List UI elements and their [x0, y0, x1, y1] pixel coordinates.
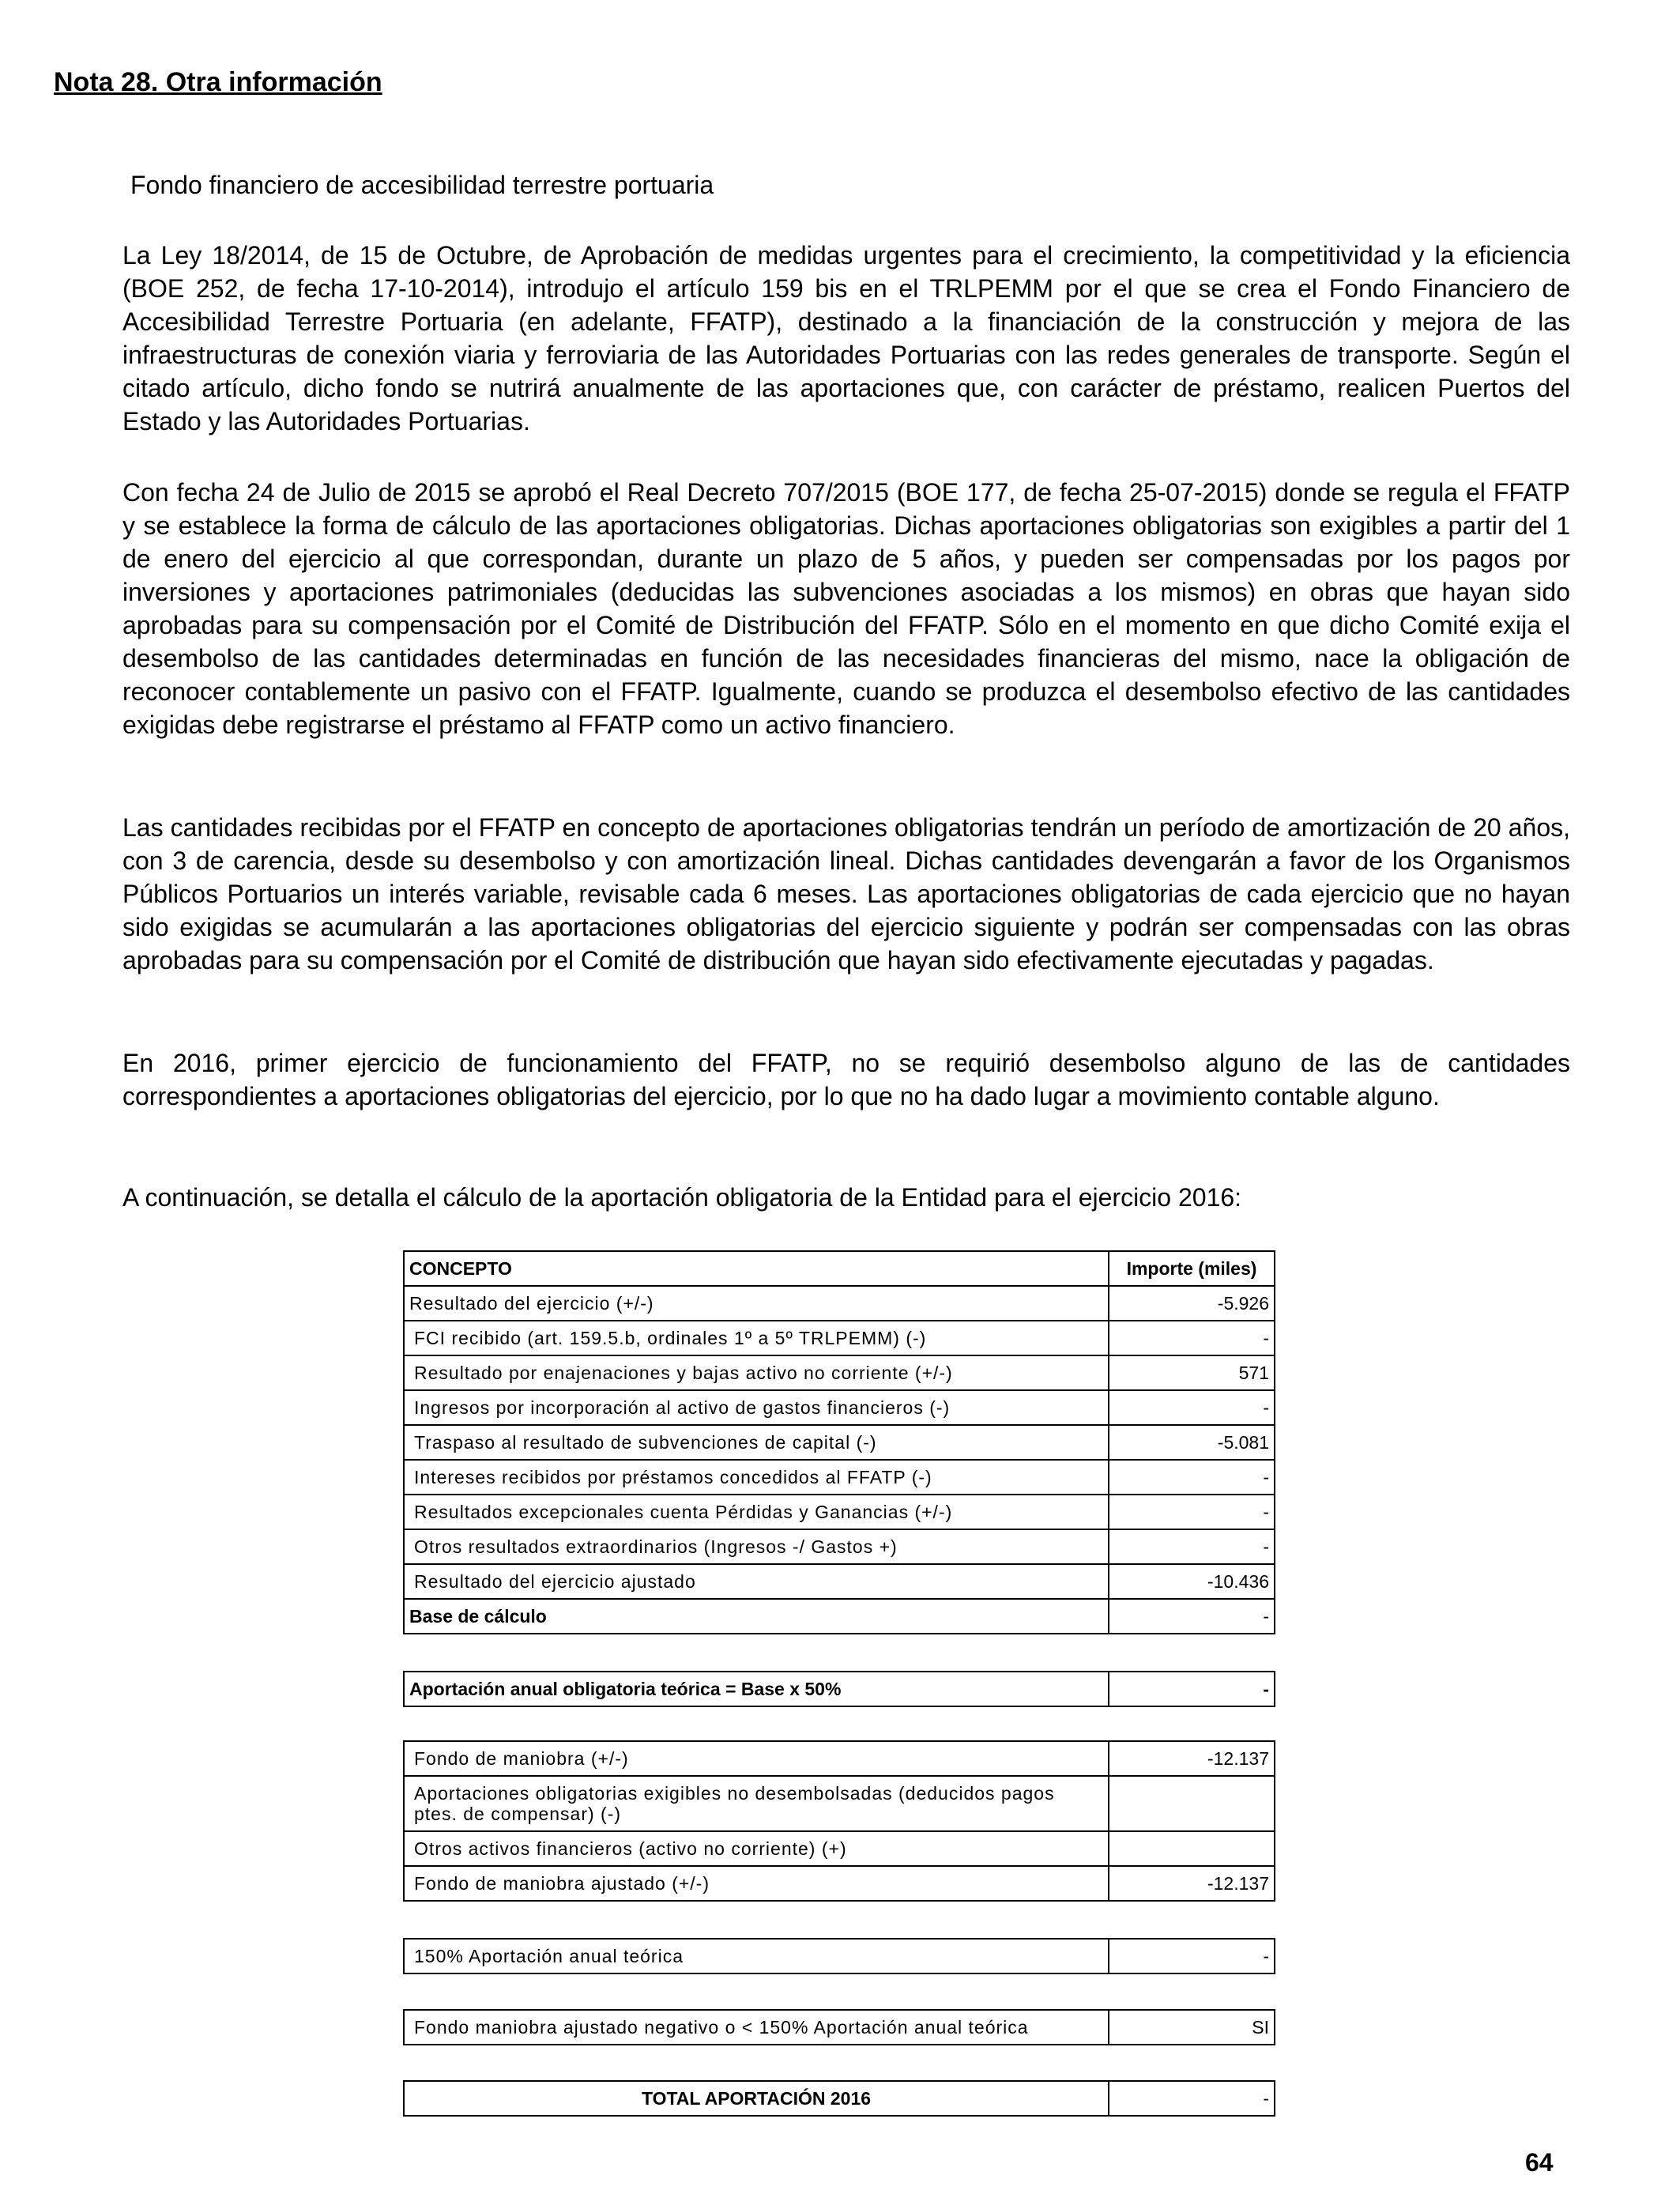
section-subtitle: Fondo financiero de accesibilidad terrestre portuaria: [130, 171, 714, 199]
row-concept: Ingresos por incorporación al activo de gastos financieros (-): [404, 1390, 1109, 1425]
total-amount: -: [1109, 2081, 1275, 2116]
table-row: [404, 1939, 1275, 1973]
row-concept: Otros resultados extraordinarios (Ingresos -/ Gastos +): [404, 1529, 1109, 1564]
row-concept: Fondo de maniobra ajustado (+/-): [404, 1866, 1109, 1901]
paragraph-amortizacion: Las cantidades recibidas por el FFATP en concepto de aportaciones obligatorias tendrán un período de amortización de 20 años, con 3 de carencia, desde su desembolso y con amortización lineal. Dichas cantidades devengarán a favor de los Organismos Públicos Portuarios un interés variable, revisable cada 6 meses. Las aportaciones obligatorias de cada ejercicio que no hayan sido exigidas se acumularán a las aportaciones obligatorias del ejercicio siguiente y podrán ser compensadas con las obras aprobadas para su compensación por el Comité de distribución que hayan sido efectivamente ejecutadas y pagadas.: [122, 813, 1570, 974]
row-amount: -10.436: [1109, 1564, 1275, 1599]
row-amount: -12.137: [1109, 1741, 1275, 1776]
row-amount: -12.137: [1109, 1866, 1275, 1901]
row-concept: Intereses recibidos por préstamos concedidos al FFATP (-): [404, 1460, 1109, 1495]
row-amount: -: [1109, 1939, 1275, 1973]
table-row: [404, 1321, 1275, 1355]
fondo-maniobra-table: [403, 1740, 1275, 1902]
base-concept: Base de cálculo: [404, 1599, 1109, 1634]
table-row: [404, 1866, 1275, 1901]
aportacion-150-table: [403, 1938, 1275, 1974]
row-amount: -: [1109, 1529, 1275, 1564]
base-amount: -: [1109, 1599, 1275, 1634]
aportacion-concept: Aportación anual obligatoria teórica = Base x 50%: [404, 1672, 1109, 1706]
row-amount: [1109, 1831, 1275, 1866]
row-amount: [1109, 1776, 1275, 1831]
table-row: [404, 1776, 1275, 1831]
aportacion-amount: -: [1109, 1672, 1275, 1706]
table-row: [404, 2010, 1275, 2045]
total-aportacion-table: [403, 2080, 1275, 2117]
paragraph-ley: La Ley 18/2014, de 15 de Octubre, de Aprobación de medidas urgentes para el crecimiento, la competitividad y la eficiencia (BOE 252, de fecha 17-10-2014), introdujo el artículo 159 bis en el TRLPEMM por el que se crea el Fondo Financiero de Accesibilidad Terrestre Portuaria (en adelante, FFATP), destinado a la financiación de la construcción y mejora de las infraestructuras de conexión viaria y ferroviaria de las Autoridades Portuarias con las redes generales de transporte. Según el citado artículo, dicho fondo se nutrirá anualmente de las aportaciones que, con carácter de préstamo, realicen Puertos del Estado y las Autoridades Portuarias.: [122, 241, 1570, 435]
table-row: [404, 1672, 1275, 1706]
row-concept: Otros activos financieros (activo no corriente) (+): [404, 1831, 1109, 1866]
paragraph-real-decreto: Con fecha 24 de Julio de 2015 se aprobó el Real Decreto 707/2015 (BOE 177, de fecha 25-07-2015) donde se regula el FFATP y se establece la forma de cálculo de las aportaciones obligatorias. Dichas aportaciones obligatorias son exigibles a partir del 1 de enero del ejercicio al que correspondan, durante un plazo de 5 años, y pueden ser compensadas por los pagos por inversiones y aportaciones patrimoniales (deducidas las subvenciones asociadas a los mismos) en obras que hayan sido aprobadas para su compensación por el Comité de Distribución del FFATP. Sólo en el momento en que dicho Comité exija el desembolso de las cantidades determinadas en función de las necesidades financieras del mismo, nace la obligación de reconocer contablemente un pasivo con el FFATP. Igualmente, cuando se produzca el desembolso efectivo de las cantidades exigidas debe registrarse el préstamo al FFATP como un activo financiero.: [122, 478, 1570, 739]
fondo-negativo-table: [403, 2009, 1275, 2045]
calculation-table: [403, 1250, 1275, 1634]
row-amount: SI: [1109, 2010, 1275, 2045]
row-concept: 150% Aportación anual teórica: [404, 1939, 1109, 1973]
concept-header: CONCEPTO: [404, 1251, 1109, 1286]
table-row: [404, 1286, 1275, 1321]
table-row: [404, 1741, 1275, 1776]
row-concept: Fondo maniobra ajustado negativo o < 150% Aportación anual teórica: [404, 2010, 1109, 2045]
table-row: [404, 1495, 1275, 1529]
row-concept: Resultados excepcionales cuenta Pérdidas y Ganancias (+/-): [404, 1495, 1109, 1529]
row-amount: -: [1109, 1495, 1275, 1529]
row-concept: Resultado del ejercicio ajustado: [404, 1564, 1109, 1599]
row-amount: -5.926: [1109, 1286, 1275, 1321]
table-row: [404, 1390, 1275, 1425]
table-row: [404, 1831, 1275, 1866]
row-concept: Fondo de maniobra (+/-): [404, 1741, 1109, 1776]
page-number: 64: [1525, 2148, 1554, 2177]
row-amount: -5.081: [1109, 1425, 1275, 1460]
table-row: [404, 1564, 1275, 1599]
row-concept: Resultado por enajenaciones y bajas activo no corriente (+/-): [404, 1355, 1109, 1390]
row-amount: 571: [1109, 1355, 1275, 1390]
row-concept: FCI recibido (art. 159.5.b, ordinales 1º a 5º TRLPEMM) (-): [404, 1321, 1109, 1355]
table-row: [404, 1355, 1275, 1390]
note-heading: Nota 28. Otra información: [54, 67, 382, 97]
table-row: [404, 1425, 1275, 1460]
base-row: [404, 1599, 1275, 1634]
table-row: [404, 1529, 1275, 1564]
row-amount: -: [1109, 1321, 1275, 1355]
row-amount: -: [1109, 1460, 1275, 1495]
amount-header: Importe (miles): [1109, 1251, 1275, 1286]
row-concept: Traspaso al resultado de subvenciones de capital (-): [404, 1425, 1109, 1460]
aportacion-teorica-table: [403, 1671, 1275, 1707]
table-row: [404, 2081, 1275, 2116]
row-concept: Aportaciones obligatorias exigibles no desembolsadas (deducidos pagos ptes. de compensar) (-): [404, 1776, 1109, 1831]
row-amount: -: [1109, 1390, 1275, 1425]
table-header-row: [404, 1251, 1275, 1286]
table-row: [404, 1460, 1275, 1495]
paragraph-intro-table: A continuación, se detalla el cálculo de la aportación obligatoria de la Entidad para el ejercicio 2016:: [122, 1183, 1242, 1212]
row-concept: Resultado del ejercicio (+/-): [404, 1286, 1109, 1321]
total-concept: TOTAL APORTACIÓN 2016: [404, 2081, 1109, 2116]
paragraph-2016: En 2016, primer ejercicio de funcionamiento del FFATP, no se requirió desembolso alguno de las de cantidades correspondientes a aportaciones obligatorias del ejercicio, por lo que no ha dado lugar a movimiento contable alguno.: [122, 1049, 1570, 1110]
